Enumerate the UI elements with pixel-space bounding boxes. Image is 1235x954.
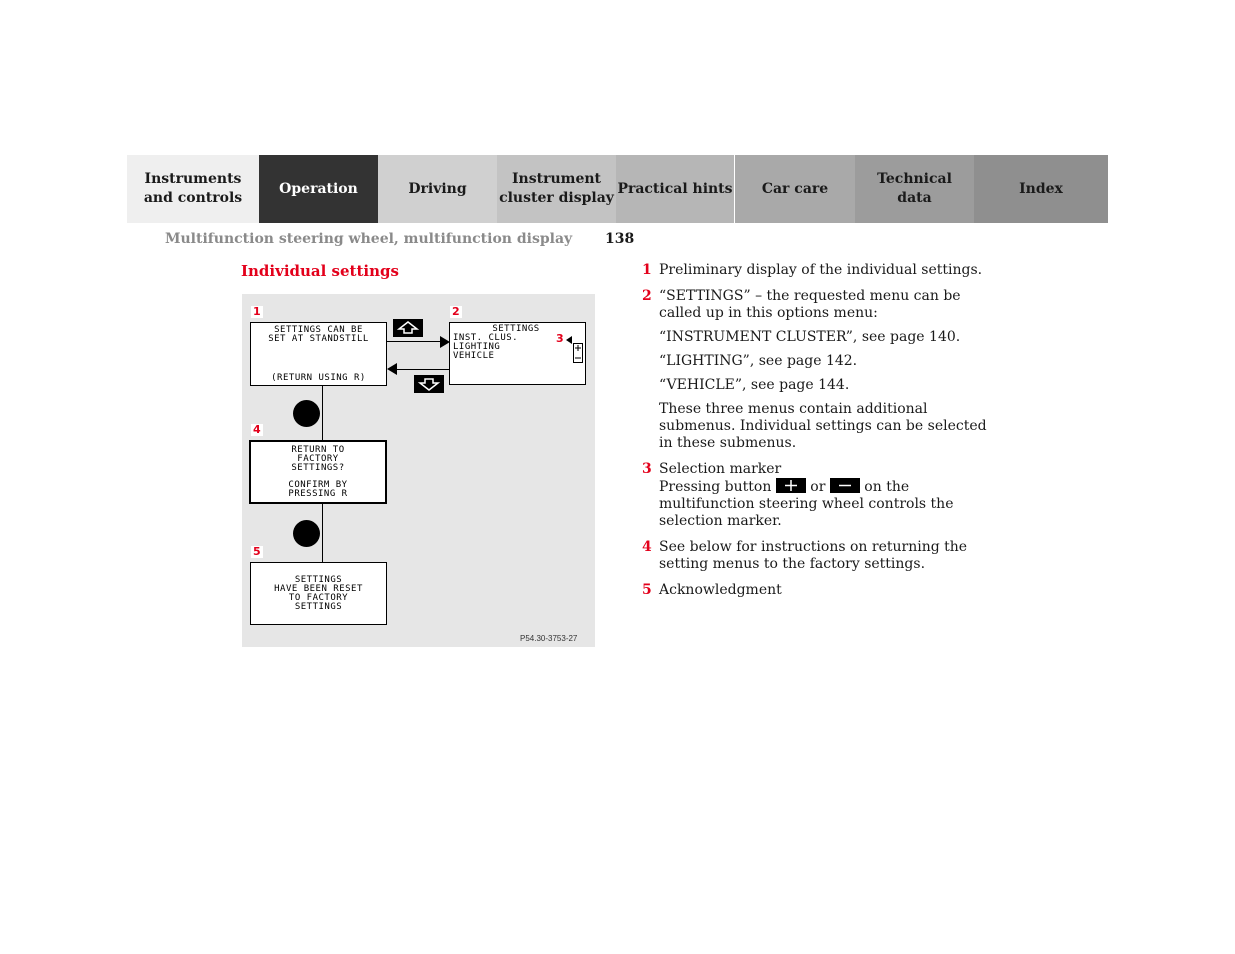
list-item [642,262,1002,279]
arrow-left-icon [387,363,397,375]
item-text: “LIGHTING”, see page 142. [659,353,858,369]
chapter-nav [127,155,1108,223]
screen-line: RETURN TO [291,445,345,455]
tab-label: Practical hints [617,180,733,197]
tab-index[interactable] [974,155,1108,223]
list-item [642,582,1002,599]
step-dot [293,520,320,547]
screen-line: SETTINGS [294,602,343,612]
up-button-icon [393,319,423,337]
item-number: 5 [642,582,652,598]
item-text: “SETTINGS” – the requested menu can be called up in this options menu: [659,288,961,321]
screen-line: SETTINGS? [291,463,345,473]
item-text: See below for instructions on returning the setting menus to the factory settings. [659,539,968,572]
plus-minus-scrollbar-icon [573,343,583,363]
screen-line: CONFIRM BY [288,480,348,490]
screen-line: SETTINGS [492,324,540,334]
tab-operation[interactable] [259,155,378,223]
minus-button-icon [830,478,860,493]
item-number: 2 [642,288,652,304]
item-text: “VEHICLE”, see page 144. [659,377,850,393]
display-screen-factory-reset [249,440,387,504]
tab-technical-data[interactable] [855,155,974,223]
tab-label: Instrument cluster display [499,171,614,206]
connector-line [322,504,323,562]
tab-car-care[interactable] [735,155,855,223]
list-item [642,539,1002,573]
tab-label: Driving [408,180,467,197]
item-text: on the multifunction steering wheel controls the selection marker. [659,479,954,529]
list-item [642,288,1002,452]
item-text: Selection marker [659,461,782,477]
settings-flow-figure [242,294,595,647]
screen-line: (RETURN USING R) [271,373,366,383]
tab-instrument-cluster-display[interactable] [497,155,616,223]
figure-label-2: 2 [452,305,460,318]
item-text-with-buttons [659,478,1002,530]
tab-practical-hints[interactable] [616,155,735,223]
tab-label: Car care [761,180,829,197]
section-title: Individual settings [241,262,399,280]
page-number: 138 [605,231,635,247]
item-number: 1 [642,262,652,278]
screen-line: PRESSING R [288,489,348,499]
item-number: 3 [642,461,652,477]
screen-line: FACTORY [297,454,339,464]
figure-label-4: 4 [253,423,261,436]
tab-instruments-and-controls[interactable] [127,155,259,223]
screen-line: HAVE BEEN RESET [274,584,363,594]
screen-line: INST. CLUS. [453,333,519,343]
screen-line: TO FACTORY [288,593,349,603]
arrow-line-right [387,341,442,342]
item-text: Preliminary display of the individual settings. [659,262,983,278]
list-item [642,461,1002,530]
display-screen-acknowledgment [250,562,387,625]
running-header: Multifunction steering wheel, multifunction display [165,231,573,247]
arrow-line-left [396,369,449,370]
figure-label-1: 1 [253,305,261,318]
arrow-right-icon [440,336,450,348]
figure-code: P54.30-3753-27 [520,634,578,643]
figure-label-5: 5 [253,545,261,558]
item-text: These three menus contain additional submenus. Individual settings can be selected in these submenus. [659,401,987,451]
selection-marker-label: 3 [556,332,565,345]
item-text: Pressing button [659,479,772,495]
item-number: 4 [642,539,652,555]
screen-line: SETTINGS [294,575,343,585]
plus-button-icon [776,478,806,493]
screen-line: VEHICLE [453,351,495,361]
step-dot [293,400,320,427]
item-text: “INSTRUMENT CLUSTER”, see page 140. [659,329,961,345]
display-screen-standstill [250,322,387,386]
screen-line: LIGHTING [453,342,501,352]
screen-line: SETTINGS CAN BE [274,325,363,335]
down-button-icon [414,375,444,393]
tab-driving[interactable] [378,155,497,223]
item-text: Acknowledgment [659,582,782,598]
tab-label: Instruments and controls [143,171,243,206]
tab-label: Technical data [877,171,952,206]
item-text: or [810,479,826,495]
screen-line: SET AT STANDSTILL [268,334,369,344]
tab-label: Index [1019,180,1063,197]
tab-label: Operation [279,180,358,197]
legend-list [642,262,1002,608]
display-screen-settings-menu [449,322,586,385]
connector-line [322,386,323,440]
